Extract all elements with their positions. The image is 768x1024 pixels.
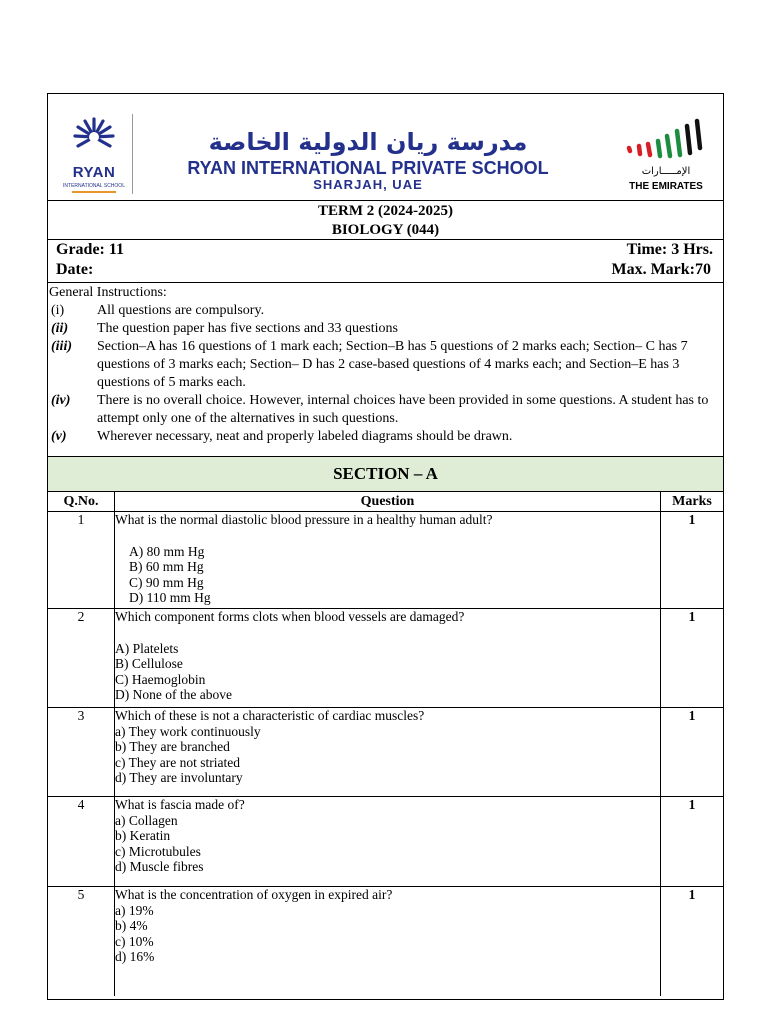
option-a: a) They work continuously [115,723,261,739]
question-number: 5 [48,887,115,996]
option-d: d) Muscle fibres [115,859,204,874]
question-marks: 1 [661,708,724,797]
option-c: c) 10% [115,933,154,949]
school-name-arabic: مدرسة ريان الدولية الخاصة [208,128,528,156]
table-row [48,708,723,797]
question-text: Which component forms clots when blood vessels are damaged? [115,609,465,624]
question-number: 4 [48,797,115,887]
exam-title [48,200,723,240]
date-label: Date: [56,261,94,278]
instruction-item [48,302,723,320]
option-a: A) 80 mm Hg [129,543,205,559]
emirates-text: THE EMIRATES [629,181,703,192]
marks-header: Marks [661,492,724,512]
option-c: c) Microtubules [115,843,201,859]
question-number: 3 [48,708,115,797]
instruction-item [48,392,723,428]
exam-meta [48,240,723,283]
table-header-row [48,492,723,512]
question-number: 1 [48,512,115,609]
instruction-text: All questions are compulsory. [97,303,265,318]
question-text: What is the normal diastolic blood pressure in a healthy human adult? [115,512,493,527]
question-text: What is the concentration of oxygen in expired air? [115,887,393,902]
school-location: SHARJAH, UAE [313,177,423,192]
instruction-text: The question paper has five sections and 33 questions [97,321,398,336]
instruction-text: Section–A has 16 questions of 1 mark each; Section–B has 5 questions of 2 marks each; Section– C has 7 questions of 3 marks each; Section– D has 2 case-based questions of 4 marks each; and Section–E has 3 questions of 5 marks each. [97,339,688,390]
table-row [48,887,723,996]
option-d: D) 110 mm Hg [129,590,211,605]
general-instructions [48,284,723,446]
option-b: B) 60 mm Hg [129,559,204,574]
instruction-number: (ii) [51,321,69,336]
qno-header: Q.No. [48,492,115,512]
ryan-logo [56,114,133,194]
option-b: B) Cellulose [115,656,183,671]
option-b: b) Keratin [115,828,171,843]
questions-table [48,492,723,996]
instruction-text: There is no overall choice. However, internal choices have been provided in some questions. A student has to attempt only one of the alternatives in such questions. [97,393,709,426]
time-label: Time: 3 Hrs. [626,241,713,258]
table-row [48,609,723,708]
table-row [48,512,723,609]
option-d: d) 16% [115,949,155,964]
option-d: d) They are involuntary [115,770,243,785]
instruction-text: Wherever necessary, neat and properly labeled diagrams should be drawn. [97,429,513,444]
instructions-heading: General Instructions: [49,285,167,300]
question-marks: 1 [661,512,724,609]
emirates-brand-icon [616,118,716,164]
question-cell [115,887,661,996]
instruction-item [48,338,723,392]
ryan-logo-text: RYAN [72,164,116,181]
instruction-number: (iii) [51,339,72,354]
ryan-logo-subtext: INTERNATIONAL SCHOOL [63,183,125,189]
question-header: Question [115,492,661,512]
school-name: RYAN INTERNATIONAL PRIVATE SCHOOL [187,158,549,178]
question-marks: 1 [661,887,724,996]
option-c: C) Haemoglobin [115,671,206,687]
table-row [48,797,723,887]
question-cell [115,708,661,797]
question-marks: 1 [661,797,724,887]
question-cell [115,797,661,887]
instruction-number: (v) [51,429,67,444]
subject-label: BIOLOGY (044) [331,222,440,238]
option-d: D) None of the above [115,687,232,702]
question-number: 2 [48,609,115,708]
max-mark-label: Max. Mark:70 [611,261,711,278]
emirates-arabic-text: الإمـــــارات [641,166,691,177]
question-cell [115,512,661,609]
school-header [48,94,723,201]
question-paper [47,93,724,1000]
sunburst-icon [68,116,120,164]
term-label: TERM 2 (2024-2025) [318,203,453,219]
instruction-item [48,320,723,338]
section-a-heading: SECTION – A [48,456,723,492]
option-c: c) They are not striated [115,754,240,770]
question-text: Which of these is not a characteristic of cardiac muscles? [115,708,425,723]
option-b: b) They are branched [115,739,230,754]
question-text: What is fascia made of? [115,797,245,812]
instruction-number: (iv) [51,393,71,408]
instruction-number: (i) [51,303,65,318]
option-a: a) 19% [115,902,154,918]
option-c: C) 90 mm Hg [129,574,204,590]
option-b: b) 4% [115,918,148,933]
logo-underline [72,191,116,193]
the-emirates-logo [616,118,716,194]
instruction-item [48,428,723,446]
grade-label: Grade: 11 [56,241,124,258]
option-a: A) Platelets [115,640,179,656]
question-cell [115,609,661,708]
option-a: a) Collagen [115,812,178,828]
question-marks: 1 [661,609,724,708]
